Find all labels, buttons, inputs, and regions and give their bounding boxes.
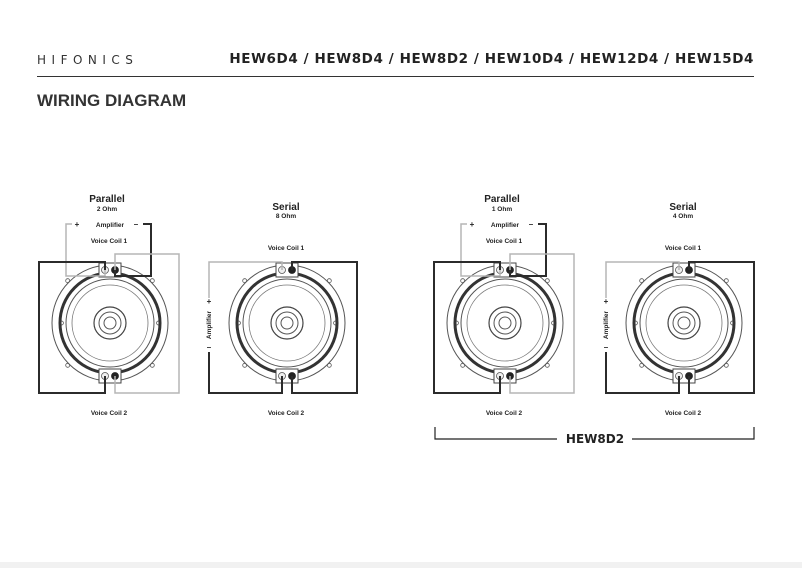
impedance-label: 1 Ohm [491,206,513,213]
speaker-basket [626,265,742,381]
speaker-cone [66,279,154,367]
amp-minus-sign: – [133,220,139,229]
speaker-surround [237,273,337,373]
speaker-basket [52,265,168,381]
voice-coil-2-label: Voice Coil 2 [664,410,702,417]
wiring-panel-3 [434,194,574,417]
voice-coil-1-label: Voice Coil 1 [90,238,128,245]
dust-cap-inner [276,312,298,334]
amplifier-label: Amplifier [95,222,125,229]
speaker-cone-inner [467,285,543,361]
mode-title: Serial [272,202,300,213]
speaker-cone [461,279,549,367]
dust-cap-center [678,317,690,329]
amplifier-label: Amplifier [206,310,213,340]
model-bracket [435,427,754,446]
speaker-cone-inner [72,285,148,361]
wiring-panel-4 [603,202,754,417]
voice-coil-2-label: Voice Coil 2 [267,410,305,417]
serial-minus-wire [606,352,679,393]
voice-coil-2-label: Voice Coil 2 [90,410,128,417]
speaker-cone [243,279,331,367]
model-list: HEW6D4 / HEW8D4 / HEW8D2 / HEW10D4 / HEW12D4 / HEW15D4 [229,51,754,67]
speaker-surround [455,273,555,373]
dust-cap-center [104,317,116,329]
wiring-panel-2 [206,202,357,417]
bracket-right [632,427,754,439]
impedance-label: 4 Ohm [672,213,694,220]
footer-strip [0,562,802,568]
dust-cap-inner [494,312,516,334]
bracket-label: HEW8D2 [565,432,625,446]
mode-title: Parallel [89,194,125,205]
amp-plus-sign: + [469,220,475,229]
voice-coil-2-label: Voice Coil 2 [485,410,523,417]
speaker-basket [229,265,345,381]
amp-plus-sign: + [206,297,212,306]
impedance-label: 8 Ohm [275,213,297,220]
impedance-label: 2 Ohm [96,206,118,213]
dust-cap-inner [673,312,695,334]
dust-cap-center [281,317,293,329]
amplifier-label: Amplifier [490,222,520,229]
mode-title: Parallel [484,194,520,205]
speaker-surround [60,273,160,373]
bracket-left [435,427,557,439]
dust-cap-center [499,317,511,329]
speaker-basket [447,265,563,381]
wiring-panel-1 [39,194,179,417]
voice-coil-1-label: Voice Coil 1 [267,245,305,252]
speaker-cone [640,279,728,367]
speaker-cone-inner [646,285,722,361]
amp-plus-sign: + [74,220,80,229]
amp-minus-sign: – [206,343,212,352]
amp-plus-lead [66,224,72,236]
speaker-cone-inner [249,285,325,361]
dust-cap-inner [99,312,121,334]
speaker-surround [634,273,734,373]
amplifier-label: Amplifier [603,310,610,340]
amp-minus-sign: – [603,343,609,352]
brand-logo: HIFONICS [37,53,139,67]
voice-coil-1-label: Voice Coil 1 [664,245,702,252]
amp-minus-sign: – [528,220,534,229]
page-title: WIRING DIAGRAM [37,91,187,110]
amp-plus-lead [461,224,467,236]
mode-title: Serial [669,202,697,213]
voice-coil-1-label: Voice Coil 1 [485,238,523,245]
amp-plus-sign: + [603,297,609,306]
serial-minus-wire [209,352,282,393]
